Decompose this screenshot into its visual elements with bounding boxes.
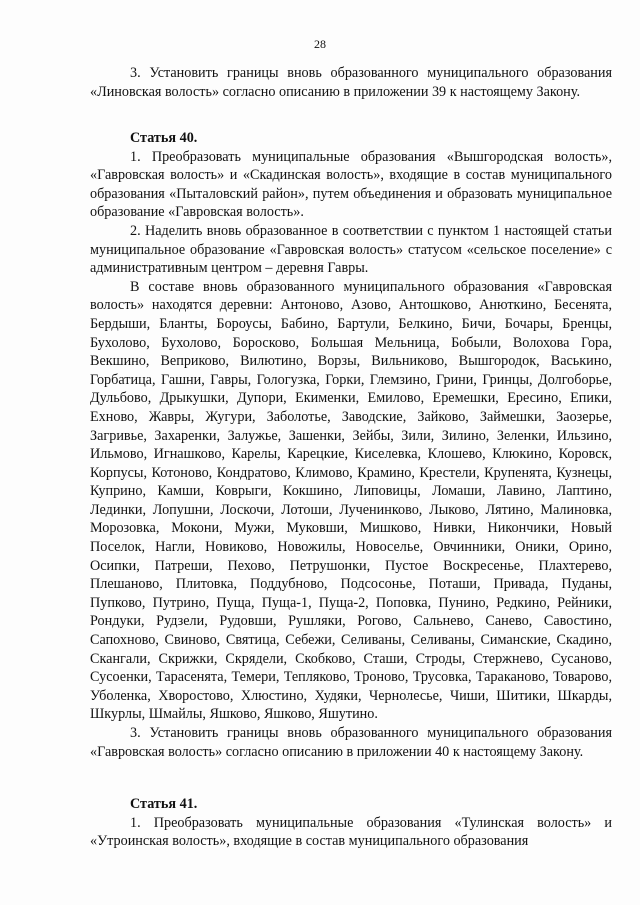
article-40 <box>90 129 612 761</box>
article-40-item-1: 1. Преобразовать муниципальные образования «Вышгородская волость», «Гавровская волость» и «Скадинская волость», входящие в состав муниципального образования «Пыталовский район», путем объединения и образовать муниципальное образование «Гавровская волость». <box>90 148 612 221</box>
paragraph-article-39-item-3: 3. Установить границы вновь образованного муниципального образования «Линовская волость» согласно описанию в приложении 39 к настоящему Закону. <box>90 65 612 100</box>
article-39-tail <box>90 64 612 101</box>
article-41-heading: Статья 41. <box>130 796 198 812</box>
article-40-villages-list: В составе вновь образованного муниципального образования «Гавровская волость» находятся деревни: Антоново, Азово, Антошково, Анюткино, Бесенята, Бердыши, Бланты, Бороусы, Бабино, Бартули, Белкино, Бичи, Бочары, Бренцы, Бухолово, Бухолово, Боросково, Большая Мельница, Бобыли, Волохова Гора, Векшино, Веприково, Вилютино, Ворзы, Вильниково, Вышгородок, Васькино, Горбатица, Гашни, Гавры, Гологузка, Горки, Глемзино, Грини, Гринцы, Долгоборье, Дульбово, Дрыкушки, Дупори, Екименки, Емилово, Еремешки, Ересино, Епики, Ехново, Жавры, Жугури, Заболотье, Заводские, Зайково, Займешки, Заозерье, Загривье, Захаренки, Залужье, Зашенки, Зейбы, Зили, Зилино, Зеленки, Ильзино, Ильмово, Игнашково, Карелы, Карецкие, Киселевка, Клошево, Клюкино, Коровск, Корпусы, Котоново, Кондратово, Климово, Крамино, Крестели, Крупенята, Кузнецы, Куприно, Камши, Коврыги, Кокшино, Липовицы, Ломаши, Лавино, Лаптино, Лединки, Лопушни, Лоскочи, Лотоши, Лученинково, Лыково, Лятино, Малиновка, Морозовка, Мокони, Мужи, Муковши, Мишково, Нивки, Никончики, Новый Поселок, Нагли, Новиково, Новожилы, Новоселье, Овчинники, Оники, Орино, Осипки, Патреши, Пехово, Петрушонки, Пустое Воскресенье, Плахтерево, Плешаново, Плитовка, Поддубново, Подсосонье, Поташи, Привада, Пуданы, Пупково, Путрино, Пуща, Пуща-1, Пуща-2, Поповка, Пунино, Редкино, Рейники, Рондуки, Рудзели, Рудовши, Рушляки, Рогово, Сальнево, Санево, Савостино, Сапохново, Свиново, Святица, Себежи, Селиваны, Селиваны, Симанские, Скадино, Скангали, Скрижки, Скрядели, Скобково, Сташи, Строды, Стержнево, Сусаново, Сусоенки, Тарасенята, Темери, Тепляково, Троново, Трусовка, Тараканово, Товарово, Уболенка, Хворостово, Хлюстино, Худяки, Чернолесье, Чиши, Шитики, Шкарды, Шкурлы, Шмайлы, Яшково, Яшково, Яшутино. <box>90 278 612 723</box>
article-41 <box>90 795 612 851</box>
article-40-item-2: 2. Наделить вновь образованное в соответствии с пунктом 1 настоящей статьи муниципальное образование «Гавровская волость» статусом «сельское поселение» с административным центром – деревня Гавры. <box>90 222 612 277</box>
article-40-heading: Статья 40. <box>130 130 198 146</box>
article-40-item-3: 3. Установить границы вновь образованного муниципального образования «Гавровская волость» согласно описанию в приложении 40 к настоящему Закону. <box>90 725 612 760</box>
article-41-item-1: 1. Преобразовать муниципальные образования «Тулинская волость» и «Утроинская волость», входящие в состав муниципального образования <box>90 814 612 850</box>
page-number: 28 <box>314 37 326 51</box>
